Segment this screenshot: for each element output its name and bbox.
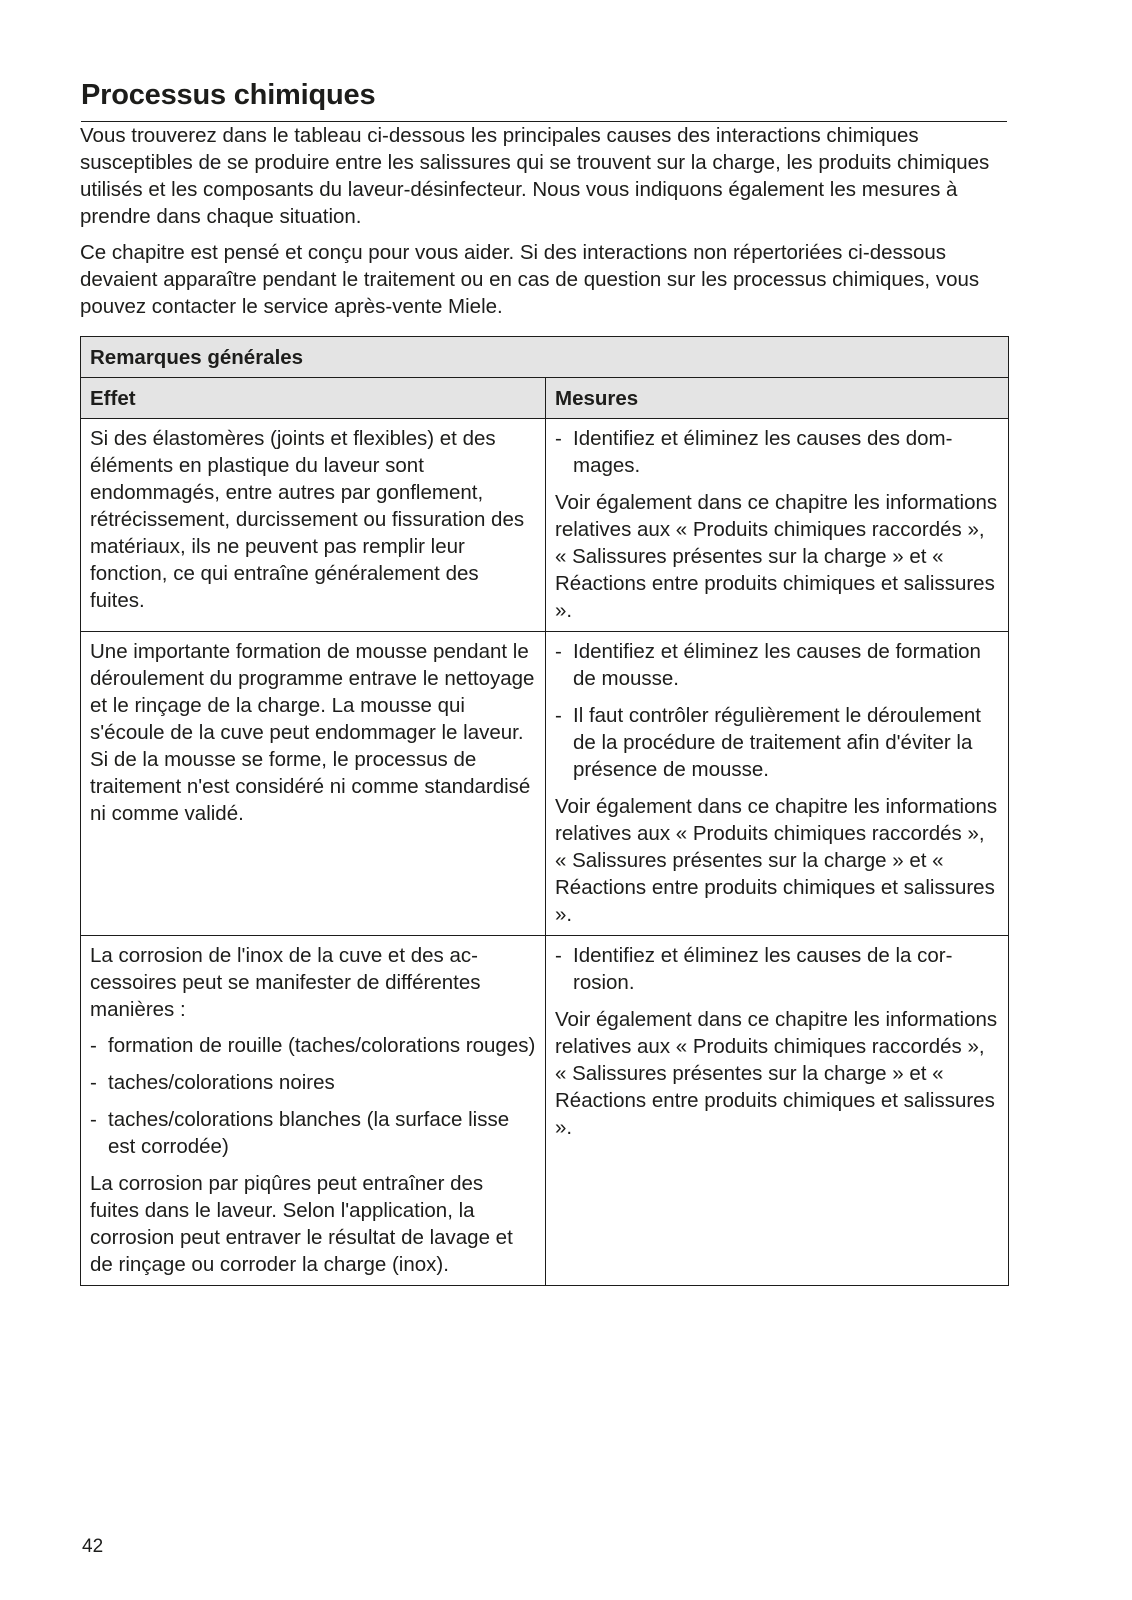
measure-note: Voir également dans ce chapitre les informations relatives aux « Produits chimiques raccordés », « Salissures présentes sur la charge » et « Réactions entre produits chimiques et salissures ». [555,491,998,622]
bullet-text: taches/colorations noires [108,1071,335,1094]
intro-text [80,122,1020,329]
effect-cell [81,632,546,936]
bullet-text: Identifiez et éliminez les causes de formation de mousse. [573,640,981,690]
section-header: Remarques générales [81,337,1009,378]
bullet-dash: - [555,944,562,967]
bullet-dash: - [555,640,562,663]
table-row [81,936,1009,1286]
page-title: Processus chimiques [81,79,1007,122]
measure-bullet [555,425,1000,479]
table-row [81,632,1009,936]
bullet-dash: - [90,1108,97,1131]
measures-cell [546,632,1009,936]
measure-note: Voir également dans ce chapitre les informations relatives aux « Produits chimiques raccordés », « Salissures présentes sur la charge » et « Réactions entre produits chimiques et salissures ». [555,795,998,926]
bullet-dash: - [90,1034,97,1057]
intro-paragraph: Vous trouverez dans le tableau ci-dessous les principales causes des interactions chimiques susceptibles de se produire entre les salissures qui se trouvent sur la charge, les produits chimiques utilisés et les composants du laveur-désinfecteur. Nous vous indiquons également les mesures à prendre dans chaque situation. [80,124,990,228]
effect-text: Si des élastomères (joints et flexibles) et des éléments en plastique du laveur sont endommagés, entre autres par gonflement, rétrécissement, durcissement ou fissuration des matériaux, ils ne peuvent pas remplir leur fonction, ce qui entraîne généralement des fuites. [90,427,525,612]
bullet-dash: - [555,427,562,450]
measures-cell [546,419,1009,632]
page-number: 42 [82,1536,104,1557]
bullet-text: formation de rouille (taches/colorations rouges) [108,1034,536,1057]
effect-text: Une importante formation de mousse pendant le déroulement du programme entrave le nettoyage et le rinçage de la charge. La mousse qui s'écoule de la cuve peut endommager le laveur. [90,640,535,744]
measure-note: Voir également dans ce chapitre les informations relatives aux « Produits chimiques raccordés », « Salissures présentes sur la charge » et « Réactions entre produits chimiques et salissures ». [555,1008,998,1139]
effect-text: La corrosion par piqûres peut entraîner des fuites dans le laveur. Selon l'application, la corrosion peut entraver le résultat de lavage et de rinçage ou corroder la charge (inox). [90,1172,513,1276]
column-header-effect: Effet [81,378,546,419]
table-row [81,419,1009,632]
effect-text: La corrosion de l'inox de la cuve et des accessoires peut se manifester de différentes manières : [90,944,481,1021]
bullet-text: taches/colorations blanches (la surface lisse est corrodée) [108,1108,510,1158]
bullet-dash: - [90,1071,97,1094]
bullet-text: Identifiez et éliminez les causes de la corrosion. [573,944,953,994]
column-header-measures: Mesures [546,378,1009,419]
bullet-text: Identifiez et éliminez les causes des dommages. [573,427,953,477]
effect-cell [81,419,546,632]
table-column-header-row [81,378,1009,419]
chemical-interactions-table [80,336,1009,1286]
measure-bullet [555,942,1000,996]
effect-bullet [90,1032,537,1059]
measures-cell [546,936,1009,1286]
bullet-dash: - [555,704,562,727]
effect-bullet [90,1106,537,1160]
effect-text: Si de la mousse se forme, le processus de traitement n'est considéré ni comme standardisé ni comme validé. [90,748,531,825]
measure-bullet [555,638,1000,692]
effect-bullet [90,1069,537,1096]
bullet-text: Il faut contrôler régulièrement le déroulement de la procédure de traitement afin d'éviter la présence de mousse. [573,704,981,781]
effect-cell [81,936,546,1286]
intro-paragraph: Ce chapitre est pensé et conçu pour vous aider. Si des interactions non répertoriées ci-dessous devaient apparaître pendant le traitement ou en cas de question sur les processus chimiques, vous pouvez contacter le service après-vente Miele. [80,241,980,318]
table-section-header-row [81,337,1009,378]
measure-bullet [555,702,1000,783]
